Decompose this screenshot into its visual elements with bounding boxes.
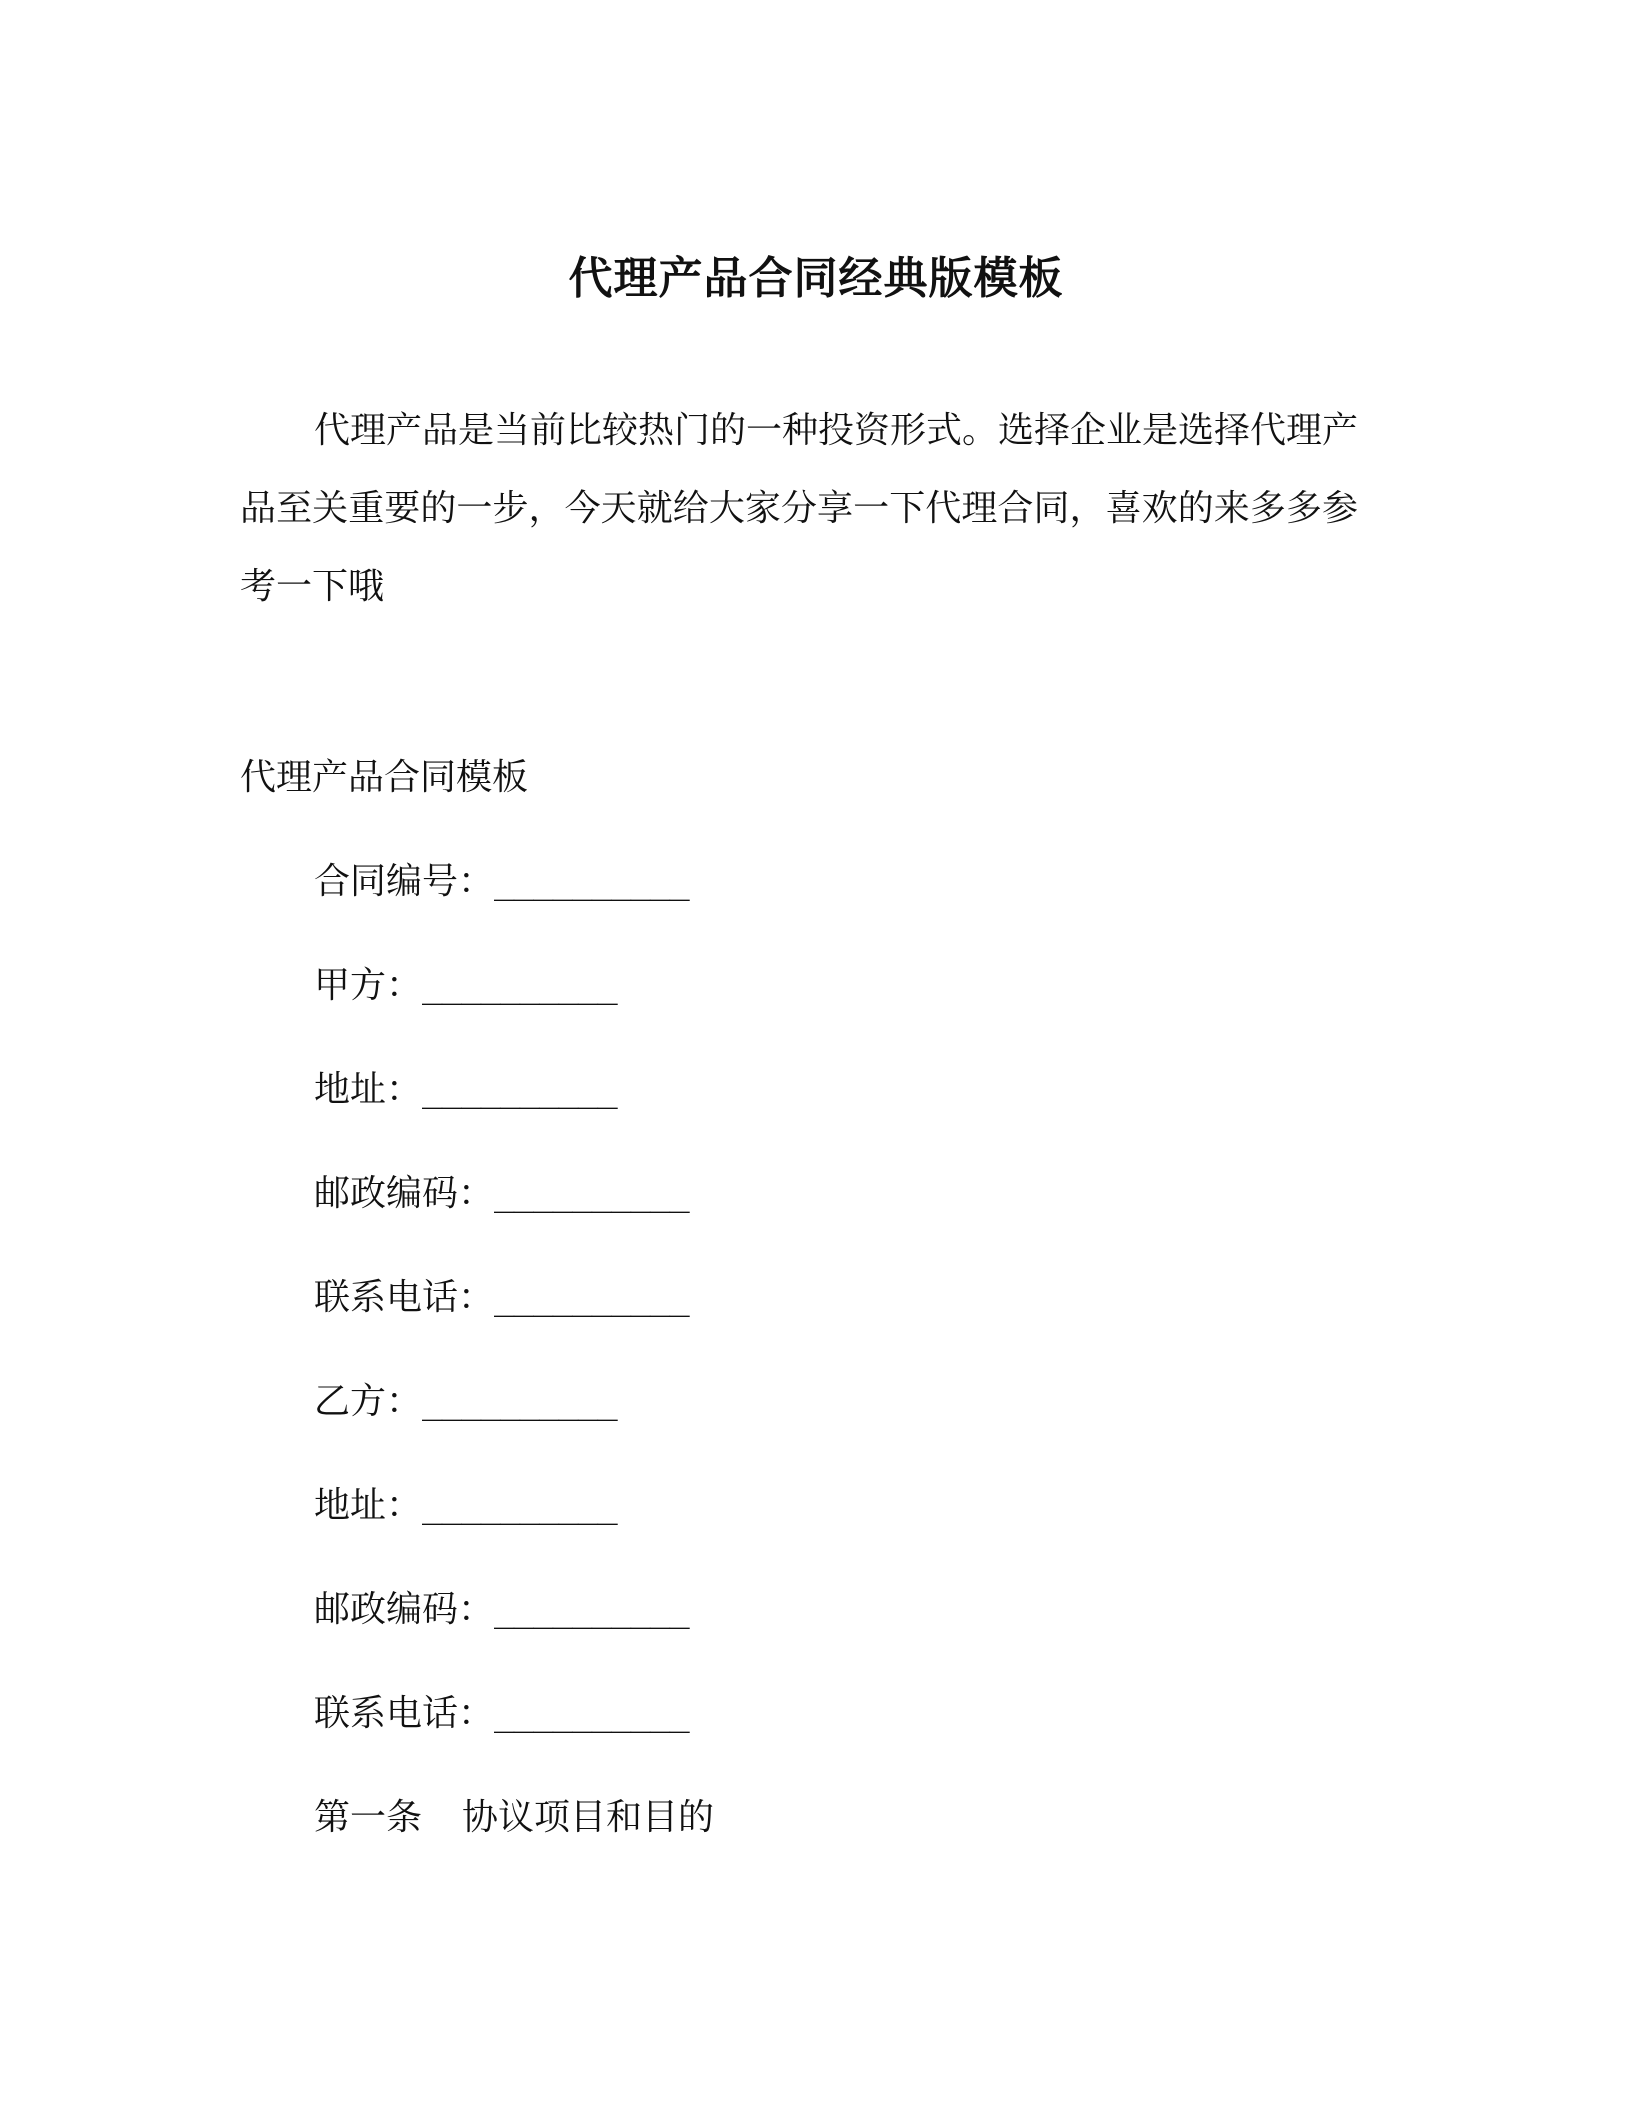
field-blank: __________	[494, 1174, 689, 1214]
field-party-a-phone	[314, 1272, 689, 1376]
field-party-a	[314, 960, 689, 1064]
field-blank: __________	[494, 1590, 689, 1630]
contract-fields	[314, 856, 689, 1792]
intro-paragraph: 代理产品是当前比较热门的一种投资形式。选择企业是选择代理产品至关重要的一步，今天就给大家分享一下代理合同，喜欢的来多多参考一下哦	[240, 410, 1359, 607]
field-label: 联系电话：	[314, 1277, 495, 1318]
field-contract-number	[314, 856, 689, 960]
field-blank: __________	[422, 966, 617, 1006]
field-blank: __________	[494, 862, 689, 902]
field-party-a-address	[314, 1064, 689, 1168]
field-label: 甲方：	[314, 965, 423, 1006]
field-label: 联系电话：	[314, 1693, 495, 1734]
field-party-b-address	[314, 1480, 689, 1584]
field-label: 地址：	[314, 1069, 423, 1110]
field-blank: __________	[422, 1486, 617, 1526]
field-blank: __________	[494, 1694, 689, 1734]
field-party-b-phone	[314, 1688, 689, 1792]
field-blank: __________	[422, 1070, 617, 1110]
field-label: 邮政编码：	[314, 1173, 495, 1214]
field-label: 地址：	[314, 1485, 423, 1526]
section-title: 代理产品合同模板	[240, 757, 529, 798]
document-title: 代理产品合同经典版模板	[568, 253, 1064, 305]
field-party-b	[314, 1376, 689, 1480]
field-label: 合同编号：	[314, 861, 495, 902]
field-party-b-postcode	[314, 1584, 689, 1688]
field-blank: __________	[494, 1278, 689, 1318]
field-party-a-postcode	[314, 1168, 689, 1272]
field-label: 邮政编码：	[314, 1589, 495, 1630]
field-label: 乙方：	[314, 1381, 423, 1422]
article-number: 第一条	[314, 1797, 423, 1838]
field-blank: __________	[422, 1382, 617, 1422]
article-heading	[314, 1792, 714, 1844]
article-title: 协议项目和目的	[462, 1797, 715, 1838]
